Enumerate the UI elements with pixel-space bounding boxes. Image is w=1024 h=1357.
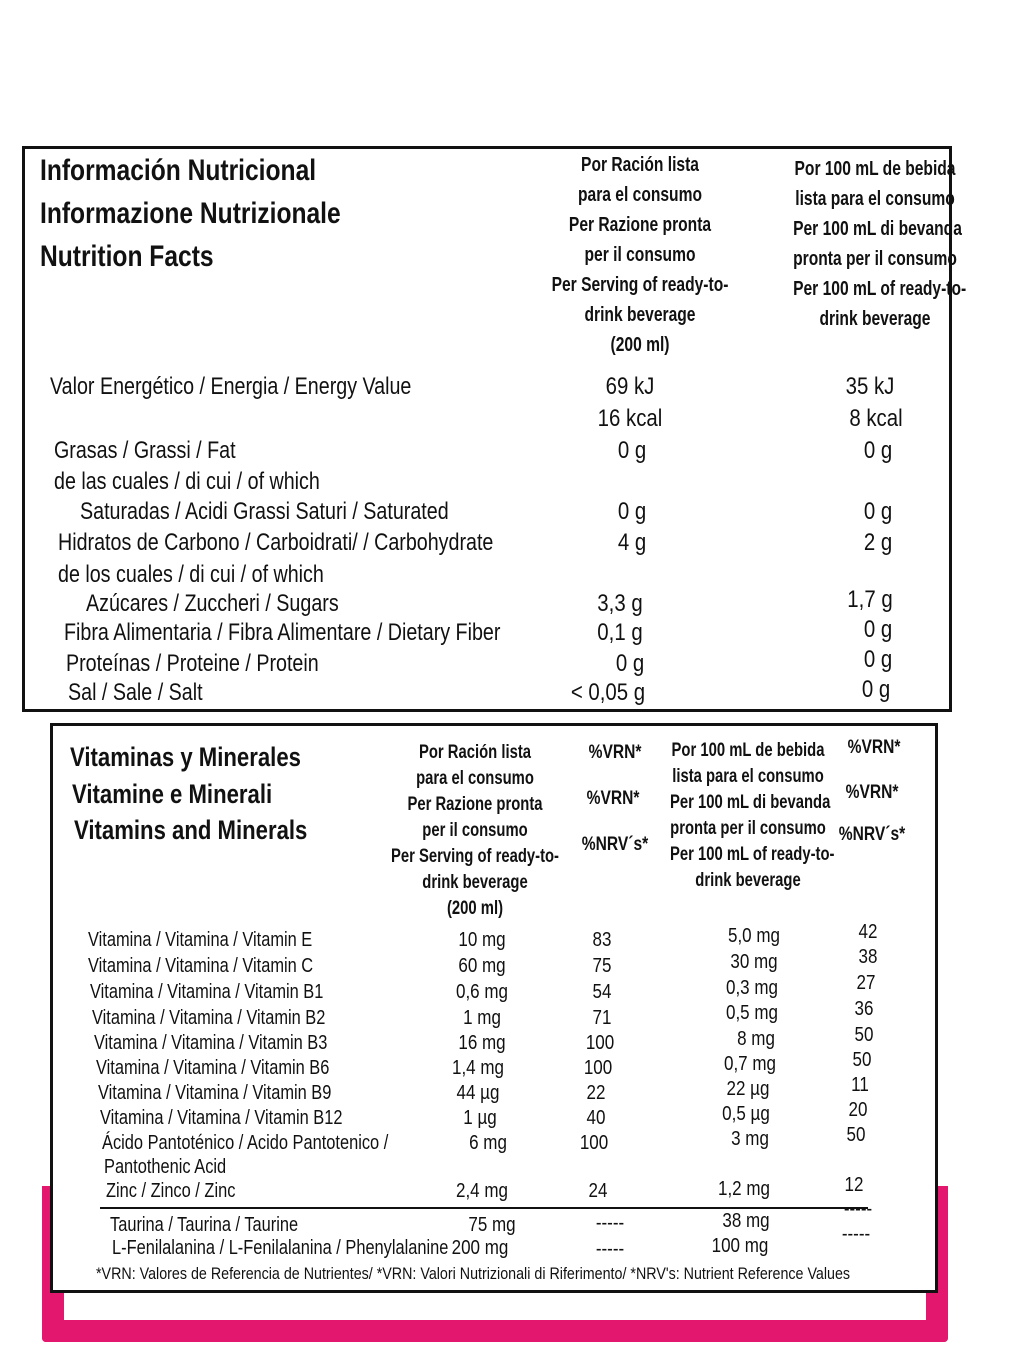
vrn-header: %VRN* — [586, 788, 640, 809]
nutrition-col2-header-line: drink beverage — [819, 308, 931, 330]
vitamin-row-value-serving: 16 mg — [458, 1032, 506, 1054]
nrv-header: %NRV´s* — [581, 834, 649, 855]
extra-row-vrn-serving: ----- — [595, 1238, 625, 1260]
vitamin-row-vrn-100ml: 50 — [846, 1124, 866, 1146]
vitamin-row-label: Vitamina / Vitamina / Vitamin B6 — [96, 1057, 330, 1079]
vitamin-row-label: Zinc / Zinco / Zinc — [106, 1180, 236, 1202]
vitamin-row-value-serving: 6 mg — [469, 1132, 507, 1154]
nutrition-col2-header — [770, 154, 980, 334]
vitamin-row-value-serving: 44 µg — [456, 1082, 500, 1104]
nutrition-col2-header-line: Por 100 mL de bebida — [794, 158, 956, 180]
extra-row-vrn-serving: ----- — [595, 1212, 625, 1234]
vitamin-row-vrn-100ml: 36 — [854, 998, 874, 1020]
vitamins-col1-header — [360, 740, 590, 922]
vitamins-col2-header-line: Per 100 mL of ready-to- — [670, 844, 835, 865]
vitamin-row-value-100ml: 30 mg — [730, 951, 778, 973]
vitamin-row-label: Vitamina / Vitamina / Vitamin B3 — [94, 1032, 328, 1054]
nutrition-row-value-100ml: 0 g — [863, 498, 893, 525]
vitamins-title-it: Vitamine e Minerali — [72, 779, 273, 809]
nutrition-row-label: Saturadas / Acidi Grassi Saturi / Saturated — [80, 498, 449, 525]
extra-row-vrn-100ml: ----- — [841, 1223, 871, 1245]
extra-row-value-serving: 200 mg — [451, 1237, 509, 1259]
vitamin-row-vrn-serving: 71 — [592, 1007, 612, 1029]
vitamin-row-value-100ml: 0,7 mg — [724, 1053, 776, 1075]
vitamin-row-value-100ml: 22 µg — [726, 1078, 770, 1100]
vrn-header: %VRN* — [847, 737, 901, 758]
vitamin-row-label: Vitamina / Vitamina / Vitamin C — [88, 955, 314, 977]
nutrition-row-label: de las cuales / di cui / of which — [54, 468, 320, 495]
extra-row-value-100ml: 38 mg — [722, 1210, 770, 1232]
nutrition-row-value-serving: 0 g — [617, 437, 647, 464]
vitamin-row-vrn-serving: 22 — [586, 1082, 606, 1104]
nutrition-row-label: Fibra Alimentaria / Fibra Alimentare / Dietary Fiber — [64, 619, 501, 646]
vitamins-col2-header — [648, 738, 848, 894]
vitamin-row-value-serving: 1 mg — [463, 1007, 501, 1029]
footnote: *VRN: Valores de Referencia de Nutrientes/ *VRN: Valori Nutrizionali di Riferimento/ *NRV's: Nutrient Reference Values — [96, 1264, 851, 1283]
nutrition-row-value-100ml: 0 g — [863, 646, 893, 673]
vitamins-col1-header-line: drink beverage — [422, 872, 528, 893]
nutrition-row-value-serving: < 0,05 g — [570, 679, 646, 706]
nutrition-col1-header-line: Per Razione pronta — [568, 214, 712, 236]
vitamin-row-vrn-100ml: 50 — [852, 1049, 872, 1071]
nutrition-row-value-100ml: 8 kcal — [849, 405, 903, 432]
vitamin-row-vrn-100ml: 12 — [844, 1174, 864, 1196]
nutrition-row-value-serving: 4 g — [617, 529, 647, 556]
vitamins-col1-header-line: (200 ml) — [446, 898, 504, 919]
vitamin-row-value-serving: 10 mg — [458, 929, 506, 951]
vitamin-row-value-100ml: 0,5 µg — [722, 1103, 770, 1125]
nutrition-row-value-serving: 0 g — [617, 498, 647, 525]
vitamin-row-value-100ml: 1,2 mg — [718, 1178, 770, 1200]
nutrition-col2-header-line: Per 100 mL of ready-to- — [793, 278, 967, 300]
vitamins-title-en: Vitamins and Minerals — [74, 815, 308, 845]
vitamin-row-label: Vitamina / Vitamina / Vitamin B12 — [100, 1107, 343, 1129]
nutrition-col1-header-line: Por Ración lista — [581, 154, 699, 176]
vitamin-row-label: Ácido Pantoténico / Acido Pantotenico / — [102, 1132, 389, 1154]
nutrition-row-label: Grasas / Grassi / Fat — [54, 437, 236, 464]
nutrition-row-label: Proteínas / Proteine / Protein — [66, 650, 319, 677]
vrn-header: %VRN* — [588, 742, 642, 763]
vitamin-row-value-100ml: 5,0 mg — [728, 925, 780, 947]
vitamins-col1-header-line: Por Ración lista — [418, 742, 532, 763]
vitamins-col1-header-line: Per Razione pronta — [407, 794, 543, 815]
nutrition-row-label: Valor Energético / Energia / Energy Value — [50, 373, 412, 400]
extra-row-value-100ml: 100 mg — [711, 1235, 769, 1257]
vitamin-row-vrn-100ml: 38 — [858, 946, 878, 968]
vitamin-row-label: Vitamina / Vitamina / Vitamin B2 — [92, 1007, 326, 1029]
vitamin-row-value-serving: 0,6 mg — [456, 981, 508, 1003]
vitamin-row-vrn-serving: 75 — [592, 955, 612, 977]
nutrition-row-label: Sal / Sale / Salt — [68, 679, 203, 706]
extra-row-value-serving: 75 mg — [468, 1214, 516, 1236]
nutrition-row-value-serving: 69 kJ — [605, 373, 655, 400]
vitamin-row-vrn-serving: 100 — [579, 1132, 609, 1154]
nutrition-col2-header-line: lista para el consumo — [795, 188, 955, 210]
nutrition-row-value-100ml: 2 g — [863, 529, 893, 556]
vitamin-row-vrn-100ml: 20 — [848, 1099, 868, 1121]
nutrition-title-es: Información Nutricional — [40, 154, 317, 187]
vitamin-row-vrn-100ml: 11 — [851, 1074, 869, 1096]
nutrition-col1-header-line: para el consumo — [578, 184, 702, 206]
vitamins-title-es: Vitaminas y Minerales — [70, 742, 301, 772]
vitamin-row-value-100ml: 3 mg — [731, 1128, 769, 1150]
nutrition-col2-header-line: Per 100 mL di bevanda — [793, 218, 962, 240]
nutrition-row-label: Azúcares / Zuccheri / Sugars — [86, 590, 339, 617]
nutrition-row-value-100ml: 0 g — [861, 676, 891, 703]
vitamins-col1-header-line: per il consumo — [422, 820, 528, 841]
extra-row-label: Taurina / Taurina / Taurine — [110, 1214, 299, 1236]
nutrition-col1-header-line: Per Serving of ready-to- — [551, 274, 729, 296]
vitamin-row-vrn-serving: 100 — [583, 1057, 613, 1079]
nutrition-row-value-serving: 0 g — [615, 650, 645, 677]
vitamins-col2-header-line: Per 100 mL di bevanda — [670, 792, 831, 813]
vitamin-row-value-serving: 1,4 mg — [452, 1057, 504, 1079]
vitamin-row-vrn-serving: 100 — [585, 1032, 615, 1054]
vitamin-row-label: Pantothenic Acid — [104, 1156, 227, 1178]
nrv-header: %NRV´s* — [838, 824, 906, 845]
nutrition-row-value-serving: 16 kcal — [597, 405, 663, 432]
vitamin-row-vrn-100ml: 27 — [856, 972, 876, 994]
vitamin-row-value-100ml: 8 mg — [737, 1028, 775, 1050]
nutrition-row-label: de los cuales / di cui / of which — [58, 561, 324, 588]
vitamins-col2-header-line: pronta per il consumo — [670, 818, 826, 839]
vitamins-col1-header-line: para el consumo — [416, 768, 534, 789]
vitamins-col2-header-line: lista para el consumo — [672, 766, 824, 787]
nutrition-col1-header — [520, 150, 760, 360]
vitamin-row-vrn-100ml: 50 — [854, 1024, 874, 1046]
vitamin-row-vrn-serving: 83 — [592, 929, 612, 951]
vitamin-row-value-serving: 60 mg — [458, 955, 506, 977]
vitamin-row-vrn-serving: 54 — [592, 981, 612, 1003]
nutrition-row-value-serving: 3,3 g — [597, 590, 643, 617]
nutrition-row-value-serving: 0,1 g — [597, 619, 643, 646]
nutrition-col1-header-line: (200 ml) — [610, 334, 670, 356]
nutrition-row-value-100ml: 0 g — [863, 437, 893, 464]
vitamin-row-label: Vitamina / Vitamina / Vitamin B9 — [98, 1082, 332, 1104]
vitamin-row-value-serving: 2,4 mg — [456, 1180, 508, 1202]
vitamin-row-label: Vitamina / Vitamina / Vitamin B1 — [90, 981, 324, 1003]
vitamin-row-value-serving: 1 µg — [463, 1107, 497, 1129]
vitamins-col2-header-line: Por 100 mL de bebida — [671, 740, 825, 761]
nutrition-col1-header-line: drink beverage — [584, 304, 696, 326]
extra-row-vrn-100ml: ----- — [843, 1198, 873, 1220]
vitamin-row-value-100ml: 0,3 mg — [726, 977, 778, 999]
nutrition-row-value-100ml: 0 g — [863, 616, 893, 643]
vitamins-col1-header-line: Per Serving of ready-to- — [390, 846, 559, 867]
nutrition-row-label: Hidratos de Carbono / Carboidrati/ / Carbohydrate — [58, 529, 494, 556]
vitamin-row-vrn-100ml: 42 — [858, 921, 878, 943]
nutrition-title-it: Informazione Nutrizionale — [40, 197, 341, 230]
vitamin-row-value-100ml: 0,5 mg — [726, 1002, 778, 1024]
extra-row-label: L-Fenilalanina / L-Fenilalanina / Phenylalanine — [112, 1237, 449, 1259]
nutrition-col1-header-line: per il consumo — [584, 244, 696, 266]
nutrition-row-value-100ml: 1,7 g — [847, 586, 893, 613]
vitamins-col2-header-line: drink beverage — [695, 870, 801, 891]
nutrition-row-value-100ml: 35 kJ — [845, 373, 895, 400]
vitamin-row-label: Vitamina / Vitamina / Vitamin E — [88, 929, 313, 951]
vrn-header: %VRN* — [845, 782, 899, 803]
vitamin-row-vrn-serving: 40 — [586, 1107, 606, 1129]
nutrition-title-en: Nutrition Facts — [40, 240, 214, 273]
extras-divider — [100, 1207, 868, 1209]
nutrition-col2-header-line: pronta per il consumo — [793, 248, 957, 270]
vitamin-row-vrn-serving: 24 — [588, 1180, 608, 1202]
